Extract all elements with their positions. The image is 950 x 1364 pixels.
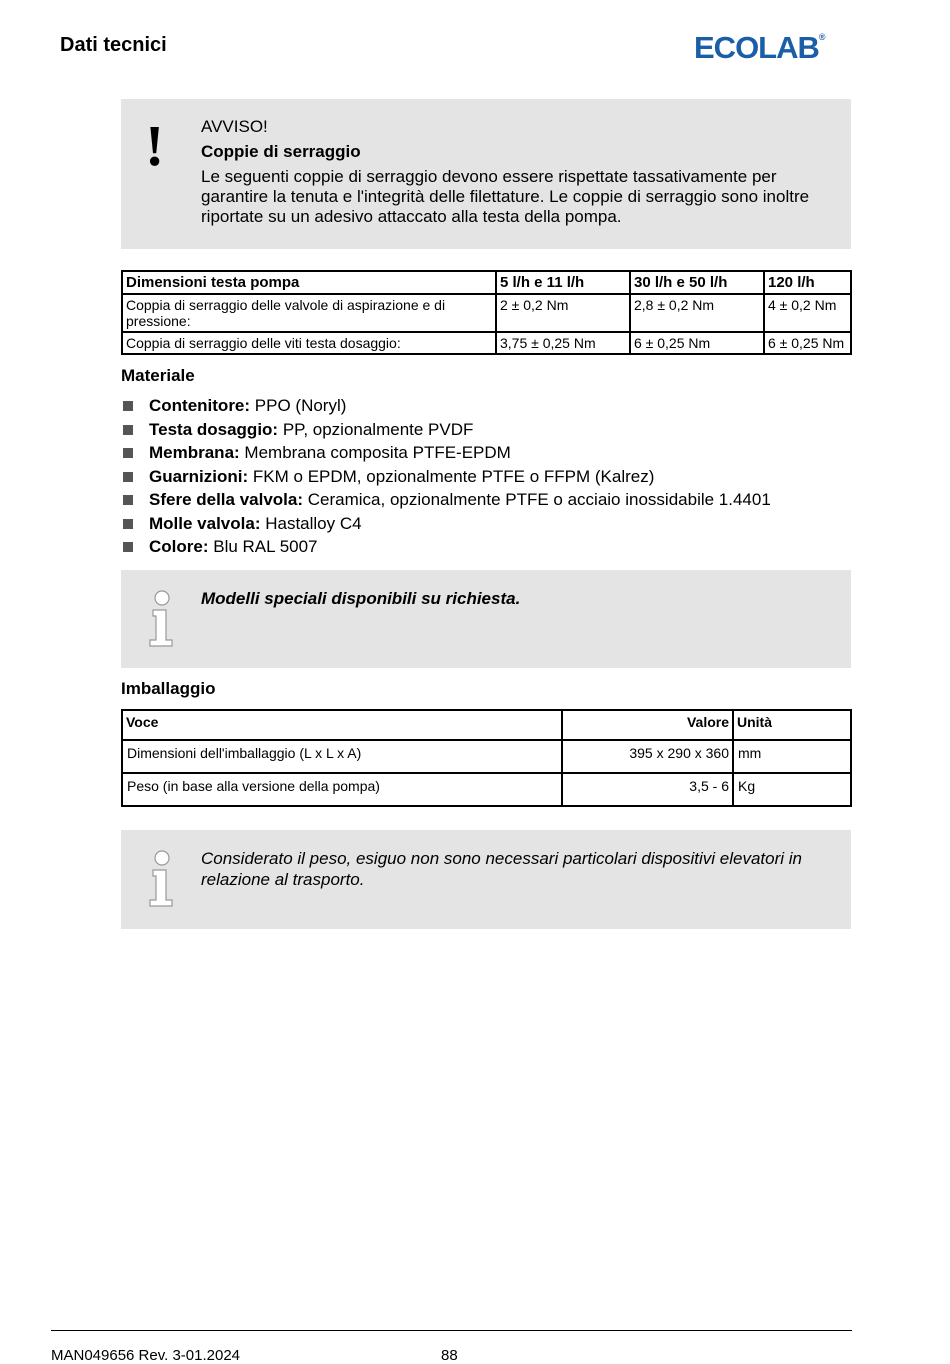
- notice-label: AVVISO!: [201, 117, 268, 136]
- material-key: Testa dosaggio:: [149, 419, 279, 439]
- bullet-square-icon: [123, 448, 133, 458]
- materials-heading: Materiale: [121, 366, 195, 385]
- table-row: [122, 773, 851, 806]
- table-header-cell: 5 l/h e 11 l/h: [496, 271, 630, 294]
- table-header-cell: Dimensioni testa pompa: [122, 271, 496, 294]
- material-key: Molle valvola:: [149, 513, 261, 533]
- material-key: Contenitore:: [149, 396, 251, 415]
- footer-divider: [51, 1330, 852, 1331]
- material-value: PPO (Noryl): [254, 396, 347, 415]
- table-header-row: [122, 710, 851, 740]
- table-cell: 2 ± 0,2 Nm: [496, 294, 630, 332]
- table-cell: 395 x 290 x 360: [562, 740, 733, 773]
- bullet-square-icon: [123, 401, 133, 411]
- table-cell: 3,75 ± 0,25 Nm: [496, 332, 630, 354]
- table-row: [122, 740, 851, 773]
- table-header-row: [122, 271, 851, 294]
- table-header-cell: Voce: [122, 710, 562, 740]
- notice-title: Coppie di serraggio: [201, 142, 361, 161]
- table-cell: mm: [733, 740, 851, 773]
- bullet-square-icon: [123, 425, 133, 435]
- document-reference: MAN049656 Rev. 3-01.2024: [51, 1347, 241, 1364]
- material-key: Membrana:: [149, 443, 240, 462]
- info-box: [121, 830, 851, 929]
- table-cell: 6 ± 0,25 Nm: [630, 332, 764, 354]
- table-cell: Dimensioni dell'imballaggio (L x L x A): [122, 740, 562, 773]
- material-value: Blu RAL 5007: [213, 537, 318, 556]
- materials-list: [121, 395, 771, 560]
- page-title: Dati tecnici: [60, 34, 167, 56]
- table-header-cell: Valore: [562, 710, 733, 740]
- bullet-square-icon: [123, 472, 133, 482]
- list-item: [121, 419, 771, 443]
- logo-text: ECOLAB: [694, 30, 819, 65]
- list-item: [121, 489, 771, 513]
- notice-content: [201, 117, 831, 227]
- material-value: Membrana composita PTFE-EPDM: [244, 443, 511, 462]
- table-row: [122, 332, 851, 354]
- ecolab-logo: [694, 30, 826, 66]
- table-cell: Coppia di serraggio delle viti testa dosaggio:: [122, 332, 496, 354]
- bullet-square-icon: [123, 519, 133, 529]
- table-cell: 3,5 - 6: [562, 773, 733, 806]
- table-cell: Kg: [733, 773, 851, 806]
- material-value: Ceramica, opzionalmente PTFE o acciaio inossidabile 1.4401: [307, 490, 771, 509]
- table-row: [122, 294, 851, 332]
- torque-table: [121, 270, 852, 355]
- material-key: Colore:: [149, 537, 209, 556]
- bullet-square-icon: [123, 495, 133, 505]
- table-cell: 2,8 ± 0,2 Nm: [630, 294, 764, 332]
- table-header-cell: Unità: [733, 710, 851, 740]
- list-item: [121, 466, 771, 490]
- material-value: FKM o EPDM, opzionalmente PTFE o FFPM (Kalrez): [252, 466, 655, 486]
- list-item: [121, 513, 771, 537]
- table-cell: 6 ± 0,25 Nm: [764, 332, 851, 354]
- list-item: [121, 536, 771, 560]
- packaging-table: [121, 709, 852, 807]
- material-value: PP, opzionalmente PVDF: [282, 419, 474, 439]
- table-cell: Peso (in base alla versione della pompa): [122, 773, 562, 806]
- logo-registered-mark: ®: [818, 32, 826, 42]
- packaging-heading: Imballaggio: [121, 679, 216, 698]
- material-key: Guarnizioni:: [149, 466, 249, 486]
- page-number: 88: [441, 1347, 458, 1364]
- table-header-cell: 30 l/h e 50 l/h: [630, 271, 764, 294]
- info-box: [121, 570, 851, 668]
- table-cell: Coppia di serraggio delle valvole di aspirazione e di pressione:: [122, 294, 496, 332]
- info-icon: [145, 850, 179, 908]
- info-text: Modelli speciali disponibili su richiesta.: [201, 589, 521, 608]
- list-item: [121, 395, 771, 419]
- material-key: Sfere della valvola:: [149, 490, 304, 509]
- table-header-cell: 120 l/h: [764, 271, 851, 294]
- info-text: Considerato il peso, esiguo non sono necessari particolari dispositivi elevatori in relazione al trasporto.: [201, 849, 802, 889]
- bullet-square-icon: [123, 542, 133, 552]
- list-item: [121, 442, 771, 466]
- notice-text: Le seguenti coppie di serraggio devono essere rispettate tassativamente per garantire la tenuta e l'integrità delle filettature. Le coppie di serraggio sono inoltre riportate su un adesivo attaccato alla testa della pompa.: [201, 167, 810, 226]
- table-cell: 4 ± 0,2 Nm: [764, 294, 851, 332]
- info-icon: [145, 590, 179, 648]
- exclamation-icon: !: [145, 113, 165, 178]
- notice-box: [121, 99, 851, 249]
- material-value: Hastalloy C4: [265, 513, 362, 533]
